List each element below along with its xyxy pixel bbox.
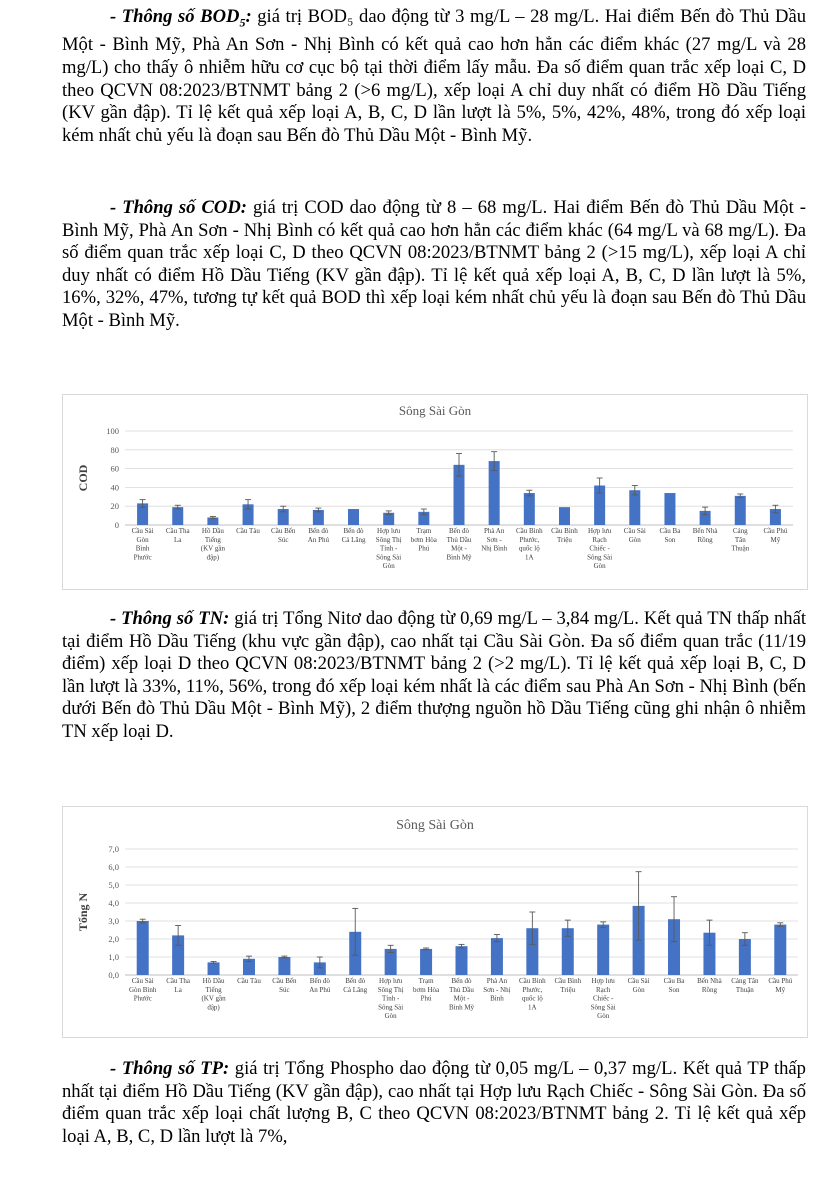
x-tick-label: Bến đò Thủ Dầu Một -Bình Mỹ [446, 527, 472, 562]
bar [774, 925, 786, 975]
tn-lead: - Thông số TN: [110, 608, 230, 629]
tn-chart-svg [63, 807, 807, 1037]
y-tick-label: 0 [114, 520, 119, 530]
x-tick-label: Cầu Bình Phước, quốc lộ 1A [519, 977, 546, 1012]
x-tick-label: Bến đò An Phú [307, 527, 329, 544]
x-tick-label: Cầu Bến Súc [271, 527, 296, 544]
x-tick-label: Hợp lưu Sông Thị Tính -Sông Sài Gòn [377, 977, 404, 1021]
paragraph-tn [62, 608, 806, 744]
chart-title: Sông Sài Gòn [396, 818, 474, 833]
x-tick-label: Cầu Bình Triệu [551, 527, 578, 544]
y-tick-label: 0,0 [108, 970, 119, 980]
y-tick-label: 1,0 [108, 952, 119, 962]
y-tick-label: 6,0 [108, 862, 119, 872]
y-tick-label: 2,0 [108, 934, 119, 944]
x-tick-label: Hồ Dầu Tiếng (KV gần đập) [201, 977, 226, 1012]
x-tick-label: Cầu Sài Gòn [623, 527, 646, 544]
cod-text: giá trị COD dao động từ 8 – 68 mg/L. Hai điểm Bến đò Thủ Dầu Một - Bình Mỹ, Phà An Sơn - Nhị Bình có kết quả cao hơn hẳn các điểm khác (64 mg/L và 68 mg/L). Đa số điểm quan trắc xếp loại C, D theo QCVN 08:2023/BTNMT bảng 2 (>15 mg/L), xếp loại A chỉ duy nhất có điểm Hồ Dầu Tiếng (KV gần đập). Tỉ lệ kết quả xếp loại A, B, C, D lần lượt là 5%, 16%, 32%, 47%, tương tự kết quả BOD thì xếp loại kém nhất chủ yếu là đoạn sau Bến đò Thủ Dầu Một - Bình Mỹ. [62, 197, 806, 331]
x-tick-label: Cầu Sài Gòn Bình Phước [128, 977, 157, 1003]
y-tick-label: 80 [110, 444, 119, 455]
x-tick-label: Cầu Sài Gòn [627, 977, 650, 994]
tp-lead: - Thông số TP: [110, 1058, 230, 1079]
y-axis-label: Tổng N [76, 892, 90, 932]
x-tick-label: Hợp lưu Rạch Chiếc -Sông Sài Gòn [590, 977, 616, 1021]
y-tick-label: 100 [106, 426, 119, 436]
x-tick-label: Cảng Tân Thuận [731, 527, 750, 553]
x-tick-label: Cầu Bình Triệu [554, 977, 582, 994]
x-tick-label: Bến đò Thủ Dầu Một -Bình Mỹ [448, 977, 475, 1012]
x-tick-label: Trạm bơm Hòa Phú [410, 527, 437, 553]
bar [664, 493, 675, 525]
x-tick-label: Cảng Tân Thuận [731, 977, 759, 994]
x-tick-label: Phà An Sơn -Nhị Bình [481, 527, 508, 553]
chart-title: Sông Sài Gòn [398, 403, 472, 418]
x-tick-label: Bến Nhà Rồng [697, 977, 722, 994]
y-tick-label: 5,0 [108, 880, 119, 890]
x-tick-label: Trạm bơm Hòa Phú [413, 977, 440, 1003]
tp-text: giá trị Tổng Phospho dao động từ 0,05 mg/L – 0,37 mg/L. Kết quả TP thấp nhất tại điểm Hồ Dầu Tiếng (KV gần đập), cao nhất tại Hợp lưu Rạch Chiếc - Sông Sài Gòn. Đa số điểm quan trắc xếp loại chất lượng B, C theo QCVN 08:2023/BTNMT bảng 2. Tỉ lệ kết quả xếp loại A, B, C, D lần lượt là 7%, [62, 1058, 806, 1147]
x-tick-label: Hồ Dầu Tiếng (KV gần đập) [200, 527, 225, 562]
y-tick-label: 20 [110, 501, 119, 512]
y-tick-label: 7,0 [108, 844, 119, 854]
bar [735, 496, 746, 525]
paragraph-tp [62, 1058, 806, 1148]
bar [524, 493, 535, 525]
bar [172, 507, 183, 525]
bar [559, 507, 570, 525]
x-tick-label: Bến đò An Phú [309, 977, 331, 994]
y-tick-label: 3,0 [108, 916, 119, 926]
cod-chart-svg [63, 395, 807, 589]
tn-text: giá trị Tổng Nitơ dao động từ 0,69 mg/L – 3,84 mg/L. Kết quả TN thấp nhất tại điểm Hồ Dầu Tiếng (khu vực gần đập), cao nhất tại Cầu Sài Gòn. Đa số điểm quan trắc (11/19 điểm) xếp loại D theo QCVN 08:2023/BTNMT bảng 2 (>2 mg/L). Tỉ lệ kết quả xếp loại B, C, D lần lượt là 33%, 11%, 56%, trong đó xếp loại kém nhất là các điểm sau Phà An Sơn - Nhị Bình (bến dưới Bến đò Thủ Dầu Một - Bình Mỹ), 2 điểm thượng nguồn hồ Dầu Tiếng cũng ghi nhận ô nhiễm TN xếp loại D. [62, 608, 806, 742]
cod-chart [62, 394, 808, 590]
x-tick-label: Hợp lưu Rạch Chiếc -Sông Sài Gòn [587, 527, 613, 571]
bar [456, 946, 468, 975]
x-tick-label: Cầu Bình Phước, quốc lộ 1A [515, 527, 543, 562]
x-tick-label: Cầu Sài Gòn Bình Phước [131, 527, 154, 562]
y-tick-label: 60 [110, 463, 119, 474]
x-tick-label: Cầu Tha La [165, 527, 190, 544]
x-tick-label: Bến Nhà Rồng [692, 527, 718, 544]
bar [597, 925, 609, 975]
x-tick-label: Cầu Tàu [236, 527, 260, 535]
x-tick-label: Phà An Sơn - Nhị Bình [483, 977, 511, 1003]
bar [137, 921, 149, 975]
bar [629, 490, 640, 525]
bar [348, 509, 359, 525]
bar [420, 949, 432, 975]
x-tick-label: Cầu Tàu [237, 977, 261, 985]
x-tick-label: Cầu Ba Son [663, 977, 685, 994]
x-tick-label: Hợp lưu Sông Thị Tính -Sông Sài Gòn [375, 527, 402, 571]
cod-lead: - Thông số COD: [110, 197, 247, 218]
x-tick-label: Cầu Phú Mỹ [768, 977, 793, 994]
x-tick-label: Bến đò Cả Lăng [341, 527, 366, 544]
paragraph-cod [62, 197, 806, 333]
y-axis-label: COD [76, 464, 90, 492]
x-tick-label: Cầu Bến Súc [272, 977, 297, 994]
bar [491, 938, 503, 975]
x-tick-label: Cầu Tha La [166, 977, 191, 994]
x-tick-label: Cầu Ba Son [659, 527, 681, 544]
x-tick-label: Cầu Phú Mỹ [763, 527, 788, 544]
paragraph-bod [62, 6, 806, 147]
bar [208, 962, 220, 975]
bod-text: giá trị BOD₅ dao động từ 3 mg/L – 28 mg/L. Hai điểm Bến đò Thủ Dầu Một - Bình Mỹ, Phà An Sơn - Nhị Bình có kết quả cao hơn hẳn các điểm khác (27 mg/L và 28 mg/L) cho thấy ô nhiễm hữu cơ cục bộ tại thời điểm lấy mẫu. Đa số điểm quan trắc xếp loại C, D theo QCVN 08:2023/BTNMT bảng 2 (>6 mg/L), xếp loại A chỉ duy nhất có điểm Hồ Dầu Tiếng (KV gần đập). Tỉ lệ kết quả xếp loại A, B, C, D lần lượt là 5%, 5%, 42%, 48%, trong đó xếp loại kém nhất chủ yếu là đoạn sau Bến đò Thủ Dầu Một - Bình Mỹ. [62, 6, 807, 146]
bod-lead: - Thông số $BOD_5$: [110, 6, 252, 30]
tn-chart [62, 806, 808, 1038]
y-tick-label: 40 [110, 482, 119, 493]
y-tick-label: 4,0 [108, 898, 119, 908]
bar [278, 957, 290, 975]
x-tick-label: Bến đò Cả Lăng [343, 977, 368, 994]
